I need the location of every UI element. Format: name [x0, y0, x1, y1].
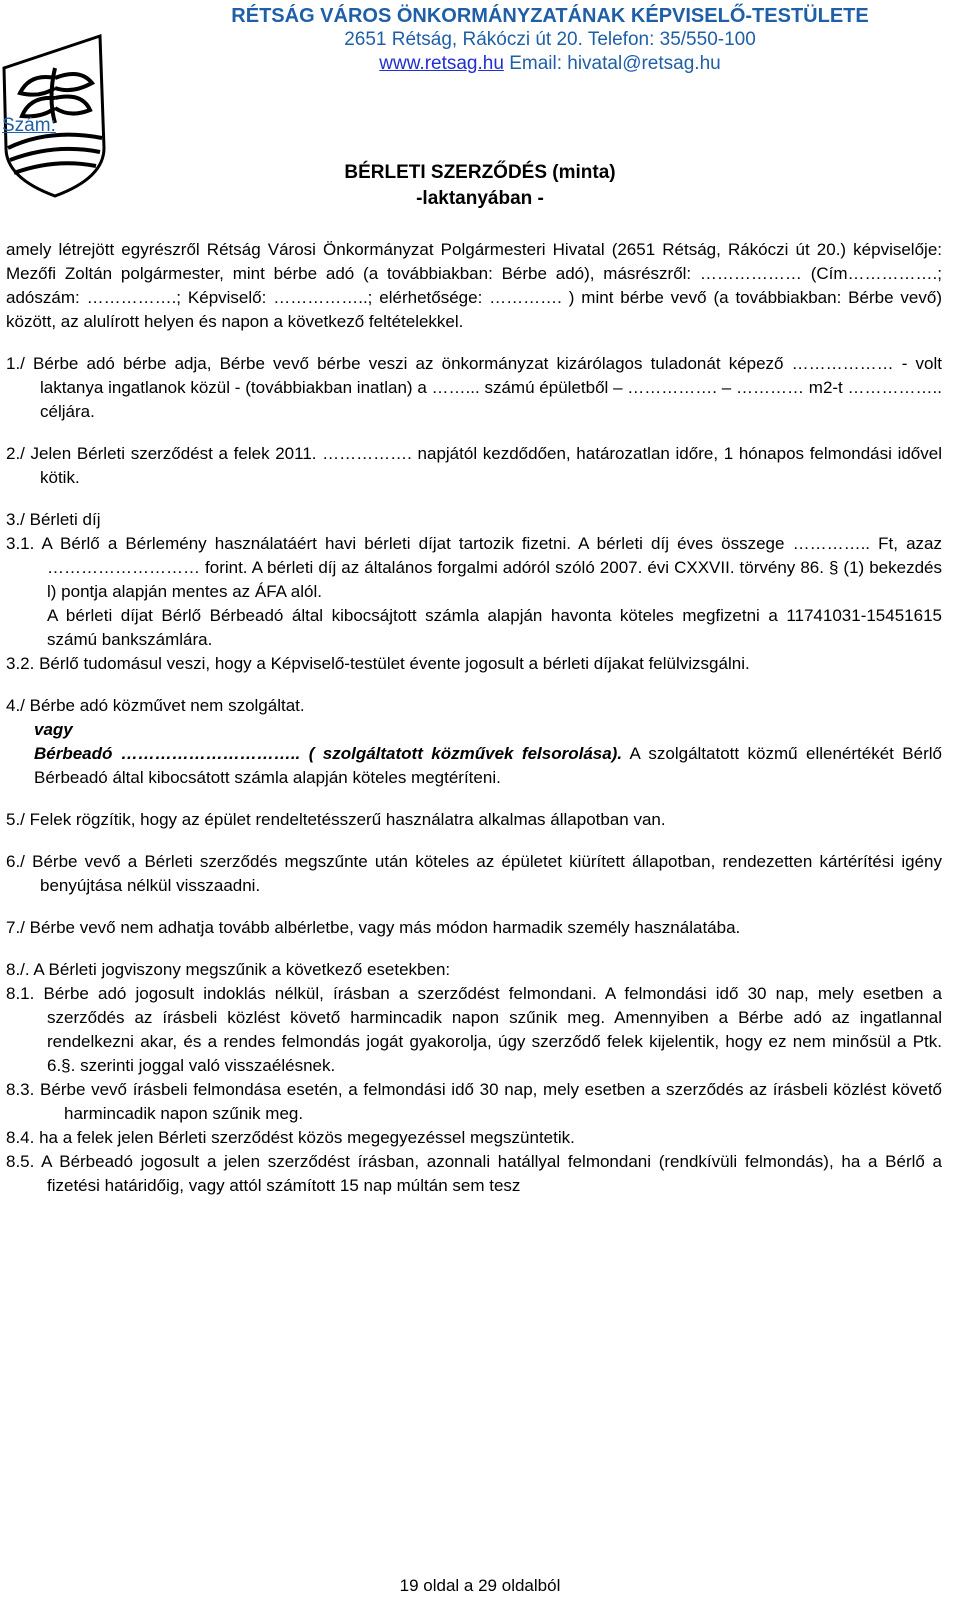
letterhead-title: RÉTSÁG VÁROS ÖNKORMÁNYZATÁNAK KÉPVISELŐ-TESTÜLETE [231, 5, 869, 27]
website-link[interactable]: www.retsag.hu [379, 53, 504, 74]
contract-body [6, 238, 942, 1198]
reference-number-label: Szám: [2, 115, 56, 136]
document-title-sub: -laktanyában - [416, 188, 544, 209]
email-text: Email: hivatal@retsag.hu [509, 53, 721, 74]
section-4: 4./ Bérbe adó közművet nem szolgáltat. [6, 696, 305, 715]
letterhead-contact [0, 52, 960, 76]
section-3-1: 3.1. A Bérlő a Bérlemény használatáért havi bérleti díjat tartozik fizetni. A bérleti díj éves összege ………….. Ft, azaz ……………………… forint. A bérleti díj az általános forgalmi adóról szóló 2007. évi CXXVII. törvény 86. § (1) bekezdés l) pontja alapján mentes az ÁFA alól. [6, 534, 942, 601]
section-4-utilities-text: A szolgáltatott közmű ellenértékét Bérlő Bérbeadó által kibocsátott számla alapján köteles megtéríteni. [34, 744, 942, 787]
letterhead [0, 4, 960, 76]
section-8-1: 8.1. Bérbe adó jogosult indoklás nélkül, írásban a szerződést felmondani. A felmondási idő 30 nap, mely esetben a szerződés az írásbeli közlést követő harmincadik napon szűnik meg. Amennyiben a Bérbe adó az ingatlannal rendelkezni akar, és a rendes felmondás jogát gyakorolja, úgy szerződő felek kijelentik, hogy ez nem minősül a Ptk. 6.§. szerinti joggal való visszaélésnek. [6, 984, 942, 1075]
section-6: 6./ Bérbe vevő a Bérleti szerződés megszűnte után köteles az épületet kiürített állapotban, rendezetten kártérítési igény benyújtása nélkül visszaadni. [6, 852, 942, 895]
section-3-title: 3./ Bérleti díj [6, 510, 101, 529]
section-4-utilities-bold: Bérbeadó ………………………….. ( szolgáltatott közművek felsorolása). [34, 744, 623, 763]
section-8-3: 8.3. Bérbe vevő írásbeli felmondása esetén, a felmondási idő 30 nap, mely esetben a szerződés az írásbeli közlést követő harmincadik napon szűnik meg. [6, 1080, 942, 1123]
intro-paragraph: amely létrejött egyrészről Rétság Városi Önkormányzat Polgármesteri Hivatal (2651 Rétság, Rákóczi út 20.) képviselője: Mezőfi Zoltán polgármester, mint bérbe adó (a továbbiakban: Bérbe adó), másrészről: ……………… (Cím…………….; adószám: …………….; Képviselő: ……………..; elérhetősége: …………. ) mint bérbe vevő (a továbbiakban: Bérbe vevő) között, az alulírott helyen és napon a következő feltételekkel. [6, 240, 942, 331]
section-7: 7./ Bérbe vevő nem adhatja tovább albérletbe, vagy más módon harmadik személy használatába. [6, 918, 741, 937]
section-5: 5./ Felek rögzítik, hogy az épület rendeltetésszerű használatra alkalmas állapotban van. [6, 810, 666, 829]
section-8-4: 8.4. ha a felek jelen Bérleti szerződést közös megegyezéssel megszüntetik. [6, 1128, 575, 1147]
page-number: 19 oldal a 29 oldalból [399, 1576, 561, 1595]
section-4-utilities [6, 742, 942, 790]
section-1: 1./ Bérbe adó bérbe adja, Bérbe vevő bérbe veszi az önkormányzat kizárólagos tuladonát képező ……………… - volt laktanya ingatlanok közül - (továbbiakban inatlan) a ……... számú épületből – ……………. – ………… m2-t …………….. céljára. [6, 354, 942, 421]
section-3-2: 3.2. Bérlő tudomásul veszi, hogy a Képviselő-testület évente jogosult a bérleti díjakat felülvizsgálni. [6, 654, 750, 673]
section-2: 2./ Jelen Bérleti szerződést a felek 2011. ……………. napjától kezdődően, határozatlan időre, 1 hónapos felmondási idővel kötik. [6, 444, 942, 487]
document-title [0, 160, 960, 212]
section-4-alternative: vagy [34, 720, 73, 739]
section-8-title: 8./. A Bérleti jogviszony megszűnik a következő esetekben: [6, 960, 451, 979]
section-3-1-payment: A bérleti díjat Bérlő Bérbeadó által kibocsájtott számla alapján havonta köteles megfizetni a 11741031-15451615 számú bankszámlára. [47, 606, 942, 649]
section-8-5: 8.5. A Bérbeadó jogosult a jelen szerződést írásban, azonnali hatállyal felmondani (rendkívüli felmondás), ha a Bérlő a fizetési határidőig, vagy attól számított 15 nap múltán sem tesz [6, 1152, 942, 1195]
letterhead-address: 2651 Rétság, Rákóczi út 20. Telefon: 35/550-100 [344, 29, 756, 50]
document-title-main: BÉRLETI SZERZŐDÉS (minta) [344, 162, 616, 183]
